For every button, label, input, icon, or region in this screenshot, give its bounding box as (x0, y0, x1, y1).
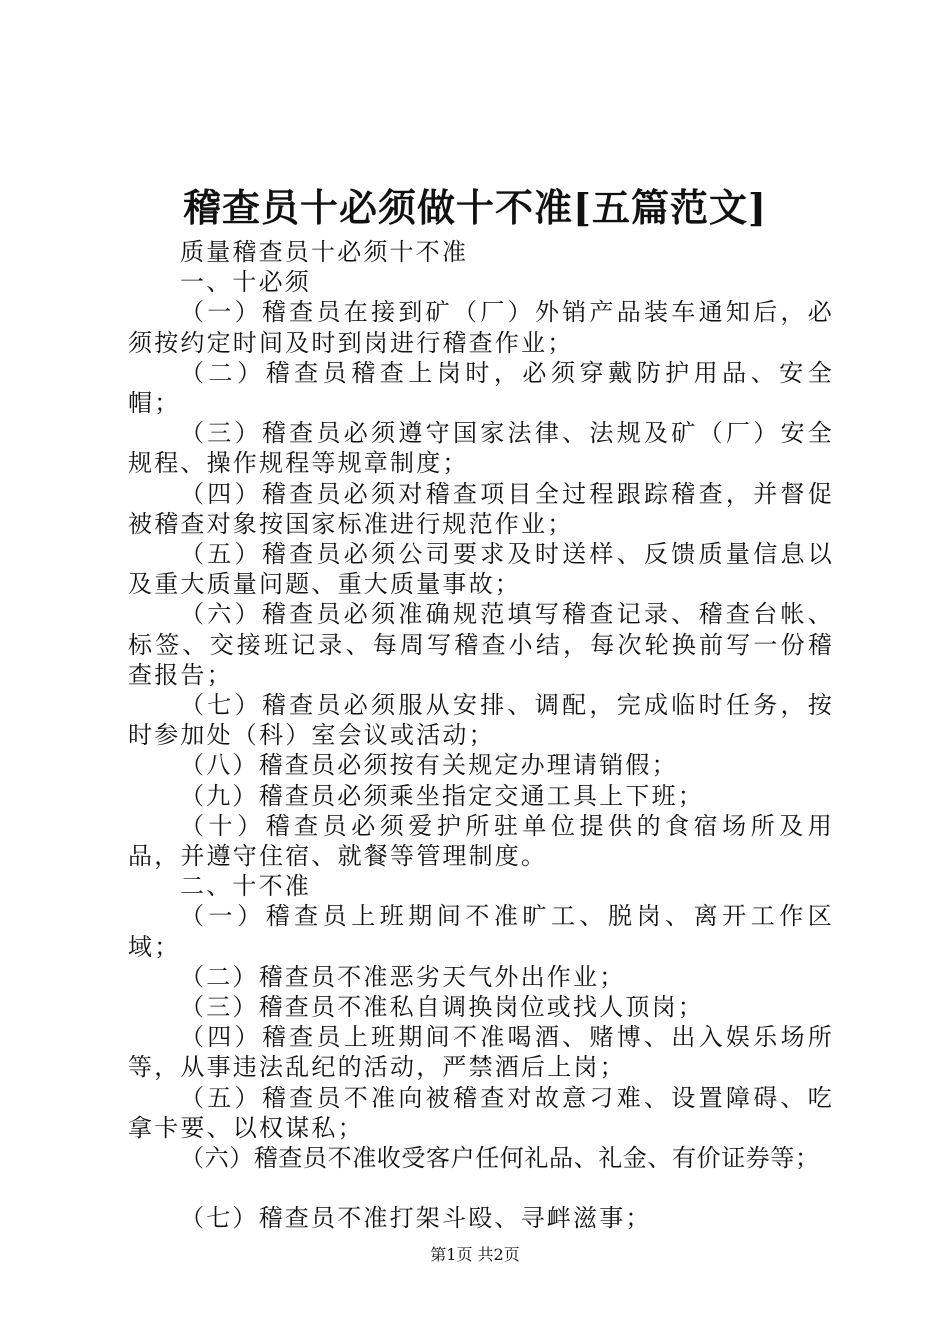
paragraph: （二）稽查员不准恶劣天气外出作业； (180, 962, 626, 991)
section-heading-must: 一、十必须 (180, 268, 311, 297)
document-title: 稽查员十必须做十不准[五篇范文] (183, 185, 767, 230)
page-footer: 第1页 共2页 (430, 1245, 520, 1264)
paragraph: （六）稽查员必须准确规范填写稽查记录、稽查台帐、标签、交接班记录、每周写稽查小结，每次轮换前写一份稽查报告； (128, 600, 834, 689)
paragraph: （六）稽查员不准收受客户任何礼品、礼金、有价证券等； (180, 1144, 820, 1173)
paragraph: （十）稽查员必须爱护所驻单位提供的食宿场所及用品，并遵守住宿、就餐等管理制度。 (128, 811, 834, 871)
paragraph: （一）稽查员在接到矿（厂）外销产品装车通知后，必须按约定时间及时到岗进行稽查作业； (128, 298, 834, 357)
paragraph: （四）稽查员上班期间不准喝酒、赌博、出入娱乐场所等，从事违法乱纪的活动，严禁酒后上岗； (128, 1023, 834, 1082)
paragraph: （五）稽查员不准向被稽查对故意刁难、设置障碍、吃拿卡要、以权谋私； (128, 1083, 834, 1142)
paragraph: （二）稽查员稽查上岗时，必须穿戴防护用品、安全帽； (128, 358, 834, 418)
paragraph: （四）稽查员必须对稽查项目全过程跟踪稽查，并督促被稽查对象按国家标准进行规范作业； (128, 479, 834, 538)
paragraph: （八）稽查员必须按有关规定办理请销假； (180, 751, 678, 780)
paragraph: （三）稽查员必须遵守国家法律、法规及矿（厂）安全规程、操作规程等规章制度； (128, 419, 834, 478)
paragraph: （七）稽查员必须服从安排、调配，完成临时任务，按时参加处（科）室会议或活动； (128, 691, 834, 750)
section-heading-forbid: 二、十不准 (180, 872, 311, 901)
document-subtitle: 质量稽查员十必须十不准 (180, 238, 469, 266)
paragraph-gap (128, 1173, 834, 1203)
paragraph: （五）稽查员必须公司要求及时送样、反馈质量信息以及重大质量问题、重大质量事故； (128, 540, 834, 599)
paragraph: （九）稽查员必须乘坐指定交通工具上下班； (180, 781, 704, 810)
paragraph: （一）稽查员上班期间不准旷工、脱岗、离开工作区域； (128, 902, 834, 961)
paragraph: （三）稽查员不准私自调换岗位或找人顶岗； (180, 993, 704, 1022)
paragraph: （七）稽查员不准打架斗殴、寻衅滋事； (180, 1204, 652, 1233)
document-body (128, 237, 834, 1234)
